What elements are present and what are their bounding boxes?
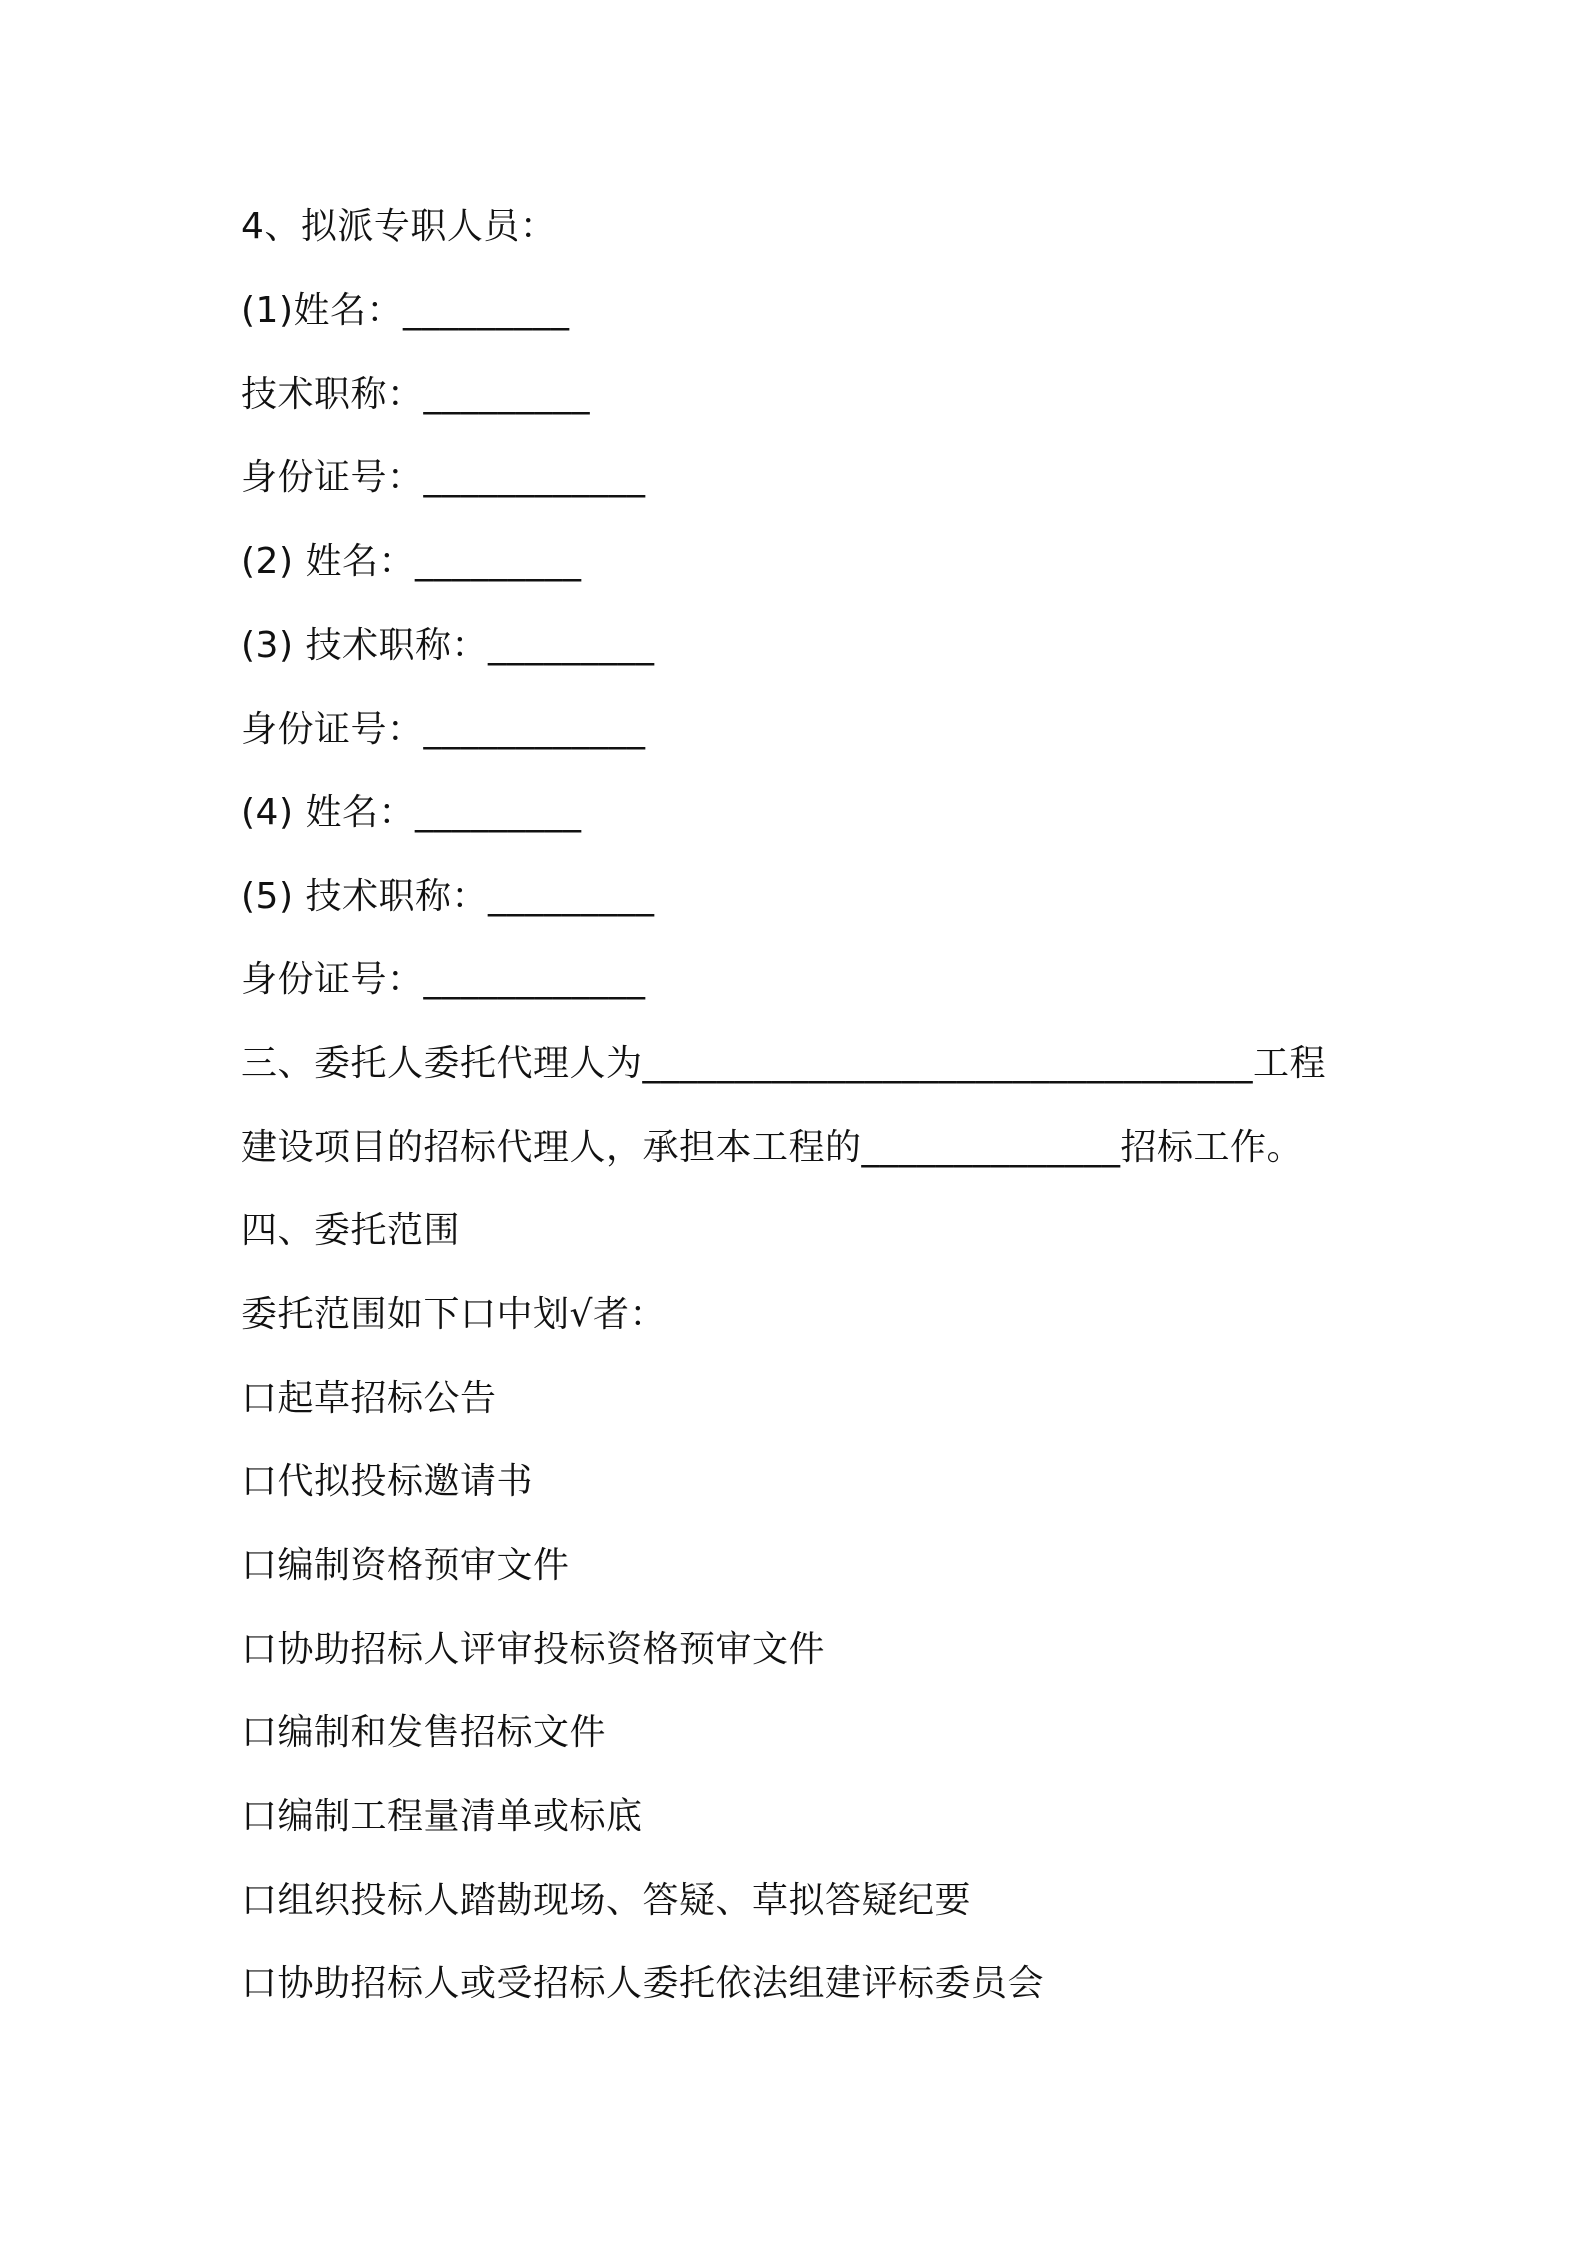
scope-item-3: 口编制资格预审文件 [241,1545,570,1586]
scope-item-7: 口组织投标人踏勘现场、答疑、草拟答疑纪要 [241,1880,972,1921]
scope-item-5: 口编制和发售招标文件 [241,1712,607,1753]
personnel-title-1: 技术职称：_________ [241,374,591,415]
scope-item-2: 口代拟投标邀请书 [241,1461,534,1502]
personnel-id-2: 身份证号：____________ [241,709,646,750]
scope-item-8: 口协助招标人或受招标人委托依法组建评标委员会 [241,1963,1045,2004]
personnel-title-3: (3) 技术职称：_________ [241,625,655,666]
personnel-name-4: (4) 姓名：_________ [241,792,582,833]
personnel-title-5: (5) 技术职称：_________ [241,876,655,917]
scope-item-4: 口协助招标人评审投标资格预审文件 [241,1629,826,1670]
personnel-heading: 4、拟派专职人员： [241,206,557,247]
scope-item-6: 口编制工程量清单或标底 [241,1796,643,1837]
scope-item-1: 口起草招标公告 [241,1378,497,1419]
section3-line1: 三、委托人委托代理人为_________________________________工程 [241,1043,1327,1084]
personnel-name-2: (2) 姓名：_________ [241,541,582,582]
personnel-name-1: (1)姓名：_________ [241,290,570,331]
personnel-id-1: 身份证号：____________ [241,457,646,498]
section4-heading: 四、委托范围 [241,1210,461,1251]
section3-line2: 建设项目的招标代理人，承担本工程的______________招标工作。 [241,1127,1304,1168]
section4-intro: 委托范围如下口中划√者： [241,1294,666,1335]
personnel-id-3: 身份证号：____________ [241,959,646,1000]
